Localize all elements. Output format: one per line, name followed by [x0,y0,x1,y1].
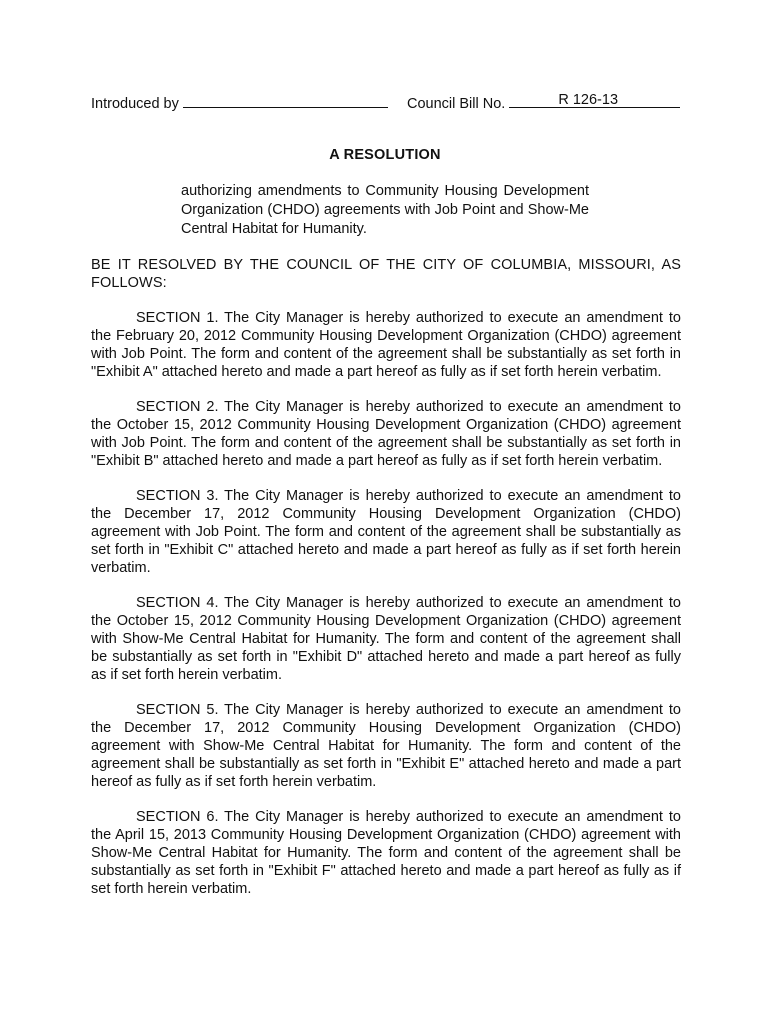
council-bill-label: Council Bill No. [407,96,506,112]
resolved-clause: BE IT RESOLVED BY THE COUNCIL OF THE CITY OF COLUMBIA, MISSOURI, AS FOLLOWS: [91,257,681,291]
section-4: SECTION 4. The City Manager is hereby authorized to execute an amendment to the October 15, 2012 Community Housing Development Organization (CHDO) agreement with Show-Me Central Habitat for Humanity. The form and content of the agreement shall be substantially as set forth in "Exhibit D" attached hereto and made a part hereof as fully as if set forth herein verbatim. [91,595,681,683]
section-3: SECTION 3. The City Manager is hereby authorized to execute an amendment to the December 17, 2012 Community Housing Development Organization (CHDO) agreement with Job Point. The form and content of the agreement shall be substantially as set forth in "Exhibit C" attached hereto and made a part hereof as fully as if set forth herein verbatim. [91,488,681,576]
council-bill-number: R 126-13 [558,92,619,108]
introduced-by-blank [183,93,388,108]
section-1: SECTION 1. The City Manager is hereby authorized to execute an amendment to the February 20, 2012 Community Housing Development Organization (CHDO) agreement with Job Point. The form and content of the agreement shall be substantially as set forth in "Exhibit A" attached hereto and made a part hereof as fully as if set forth herein verbatim. [91,310,681,380]
resolution-subtitle: authorizing amendments to Community Housing Development Organization (CHDO) agreements with Job Point and Show-Me Central Habitat for Humanity. [181,183,589,237]
council-bill-number-field [509,93,680,108]
council-bill [407,93,680,113]
introduced-by-label: Introduced by [91,96,179,112]
section-2: SECTION 2. The City Manager is hereby authorized to execute an amendment to the October 15, 2012 Community Housing Development Organization (CHDO) agreement with Job Point. The form and content of the agreement shall be substantially as set forth in "Exhibit B" attached hereto and made a part hereof as fully as if set forth herein verbatim. [91,399,681,469]
section-5: SECTION 5. The City Manager is hereby authorized to execute an amendment to the December 17, 2012 Community Housing Development Organization (CHDO) agreement with Show-Me Central Habitat for Humanity. The form and content of the agreement shall be substantially as set forth in "Exhibit E" attached hereto and made a part hereof as fully as if set forth herein verbatim. [91,702,681,790]
section-6: SECTION 6. The City Manager is hereby authorized to execute an amendment to the April 15, 2013 Community Housing Development Organization (CHDO) agreement with Show-Me Central Habitat for Humanity. The form and content of the agreement shall be substantially as set forth in "Exhibit F" attached hereto and made a part hereof as fully as if set forth herein verbatim. [91,809,681,897]
document-title: A RESOLUTION [329,147,441,163]
header-line [91,93,681,113]
